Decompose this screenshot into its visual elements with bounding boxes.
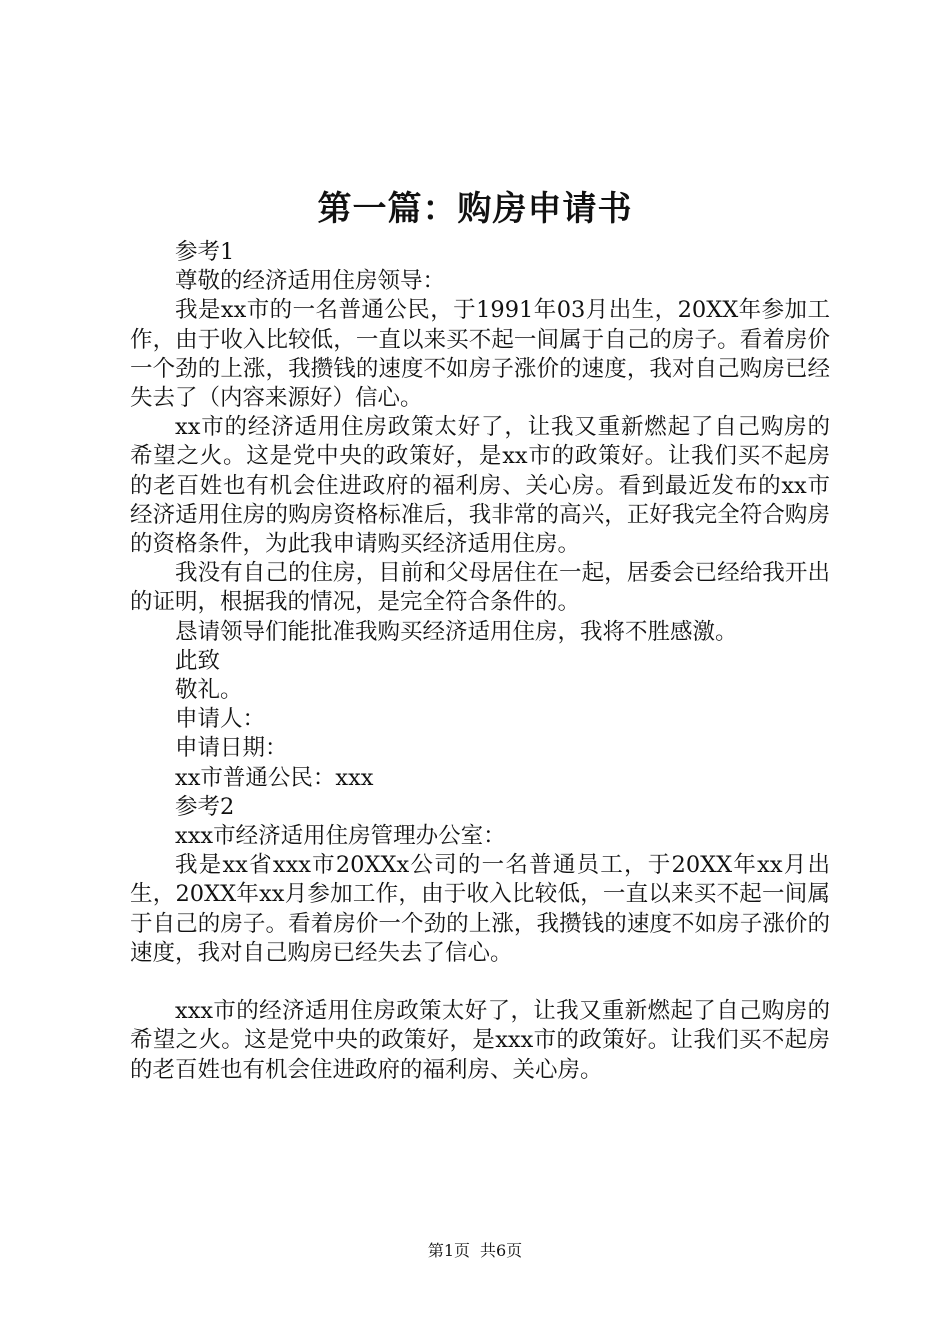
paragraph-intro-1: 我是xx市的一名普通公民，于1991年03月出生，20XX年参加工作，由于收入比较低，一直以来买不起一间属于自己的房子。看着房价一个劲的上涨，我攒钱的速度不如房子涨价的速度，我对自己购房已经失去了（内容来源好）信心。 bbox=[130, 297, 830, 412]
paragraph-reference-1: 参考1 bbox=[175, 239, 235, 265]
paragraph-salutation-2: xxx市经济适用住房管理办公室： bbox=[175, 823, 506, 850]
page-number-current: 第1页 bbox=[427, 1241, 470, 1260]
document-title: 第一篇：购房申请书 bbox=[317, 189, 633, 229]
paragraph-intro-2: 我是xx省xxx市20XXx公司的一名普通员工，于20XX年xx月出生，20XX年xx月参加工作，由于收入比较低，一直以来买不起一间属于自己的房子。看着房价一个劲的上涨，我攒钱的速度不如房子涨价的速度，我对自己购房已经失去了信心。 bbox=[130, 852, 830, 966]
paragraph-policy-1: xx市的经济适用住房政策太好了，让我又重新燃起了自己购房的希望之火。这是党中央的政策好，是xx市的政策好。让我们买不起房的老百姓也有机会住进政府的福利房、关心房。看到最近发布的xx市经济适用住房的购房资格标准后，我非常的高兴，正好我完全符合购房的资格条件，为此我申请购买经济适用住房。 bbox=[130, 414, 830, 558]
paragraph-salutation-1: 尊敬的经济适用住房领导： bbox=[175, 268, 446, 295]
paragraph-closing-1: 此致 bbox=[175, 647, 221, 674]
page-number-total: 共6页 bbox=[480, 1241, 523, 1260]
paragraph-signature: xx市普通公民：xxx bbox=[175, 764, 374, 791]
paragraph-policy-2: xxx市的经济适用住房政策太好了，让我又重新燃起了自己购房的希望之火。这是党中央的政策好，是xxx市的政策好。让我们买不起房的老百姓也有机会住进政府的福利房、关心房。 bbox=[130, 998, 830, 1083]
paragraph-reference-2: 参考2 bbox=[175, 793, 235, 820]
paragraph-spacer bbox=[130, 968, 830, 997]
page-footer bbox=[0, 1240, 950, 1262]
document-body bbox=[130, 238, 830, 1085]
paragraph-application-date: 申请日期： bbox=[175, 735, 288, 762]
paragraph-applicant: 申请人： bbox=[175, 706, 266, 733]
paragraph-closing-2: 敬礼。 bbox=[175, 677, 243, 704]
paragraph-request: 恳请领导们能批准我购买经济适用住房，我将不胜感激。 bbox=[175, 618, 738, 645]
paragraph-housing-status: 我没有自己的住房，目前和父母居住在一起，居委会已经给我开出的证明，根据我的情况，是完全符合条件的。 bbox=[130, 560, 830, 616]
